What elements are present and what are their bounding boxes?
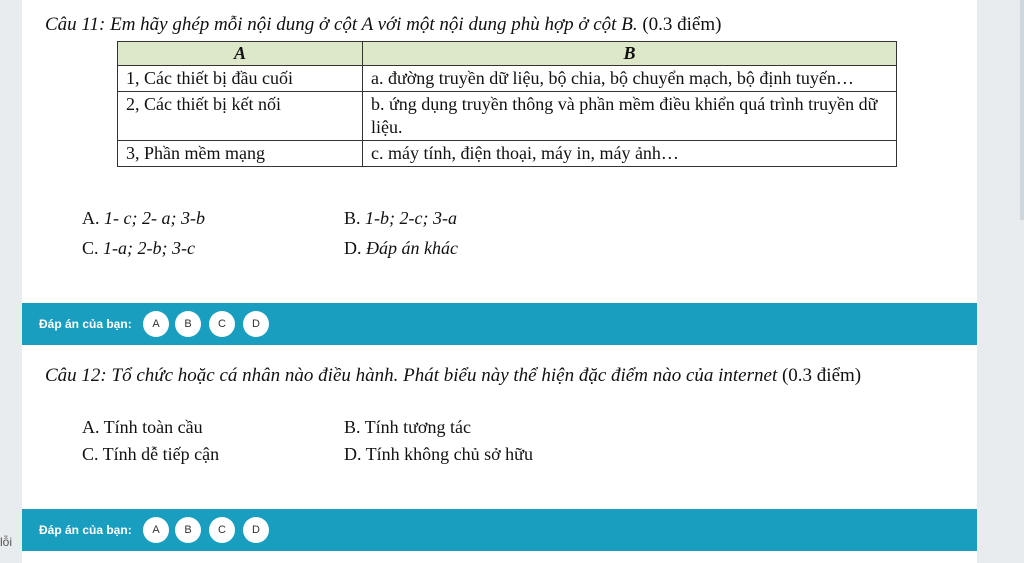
q11-option-a	[82, 208, 205, 229]
q11-option-d-letter: D.	[344, 238, 362, 258]
question-11-title	[45, 14, 721, 36]
q12-option-c: C. Tính dễ tiếp cận	[82, 444, 220, 464]
q12-answer-b-button[interactable]: B	[175, 517, 201, 543]
table-header-row	[118, 42, 897, 66]
table-row	[118, 141, 897, 167]
q11-option-d-text: Đáp án khác	[366, 238, 458, 258]
right-edge-panel	[1020, 0, 1024, 220]
column-a-header: A	[118, 42, 363, 66]
table-cell-a3: 3, Phần mềm mạng	[118, 141, 363, 167]
q11-option-c	[82, 238, 195, 259]
q11-answer-d-button[interactable]: D	[243, 311, 269, 337]
q11-option-b	[344, 208, 457, 229]
question-11-text: Câu 11: Em hãy ghép mỗi nội dung ở cột A với một nội dung phù hợp ở cột B.	[45, 14, 638, 35]
q12-answer-c-button[interactable]: C	[209, 517, 235, 543]
table-row	[118, 92, 897, 141]
table-cell-b3: c. máy tính, điện thoại, máy in, máy ảnh…	[363, 141, 897, 167]
q11-option-c-text: 1-a; 2-b; 3-c	[103, 238, 195, 258]
q12-option-a: A. Tính toàn cầu	[82, 417, 203, 437]
q11-option-c-letter: C.	[82, 238, 99, 258]
q11-option-a-letter: A.	[82, 208, 100, 228]
q11-option-a-text: 1- c; 2- a; 3-b	[104, 208, 205, 228]
q11-answer-a-button[interactable]: A	[143, 311, 169, 337]
q12-option-b: B. Tính tương tác	[344, 417, 471, 437]
q12-answer-a-button[interactable]: A	[143, 517, 169, 543]
q11-option-b-text: 1-b; 2-c; 3-a	[365, 208, 457, 228]
q11-option-d	[344, 238, 458, 259]
question-12-text: Câu 12: Tổ chức hoặc cá nhân nào điều hành. Phát biểu này thể hiện đặc điểm nào của internet	[45, 365, 778, 386]
matching-table	[117, 41, 897, 167]
table-row	[118, 66, 897, 92]
q11-answer-c-button[interactable]: C	[209, 311, 235, 337]
answer-bar-q11	[22, 303, 977, 345]
answer-bar-q12	[22, 509, 977, 551]
answer-label: Đáp án của bạn:	[39, 523, 132, 537]
column-b-header: B	[363, 42, 897, 66]
side-report-link[interactable]: lỗi	[0, 535, 13, 549]
question-12-title	[45, 363, 885, 388]
table-cell-b1: a. đường truyền dữ liệu, bộ chia, bộ chuyển mạch, bộ định tuyến…	[363, 66, 897, 92]
table-cell-b2: b. ứng dụng truyền thông và phần mềm điều khiển quá trình truyền dữ liệu.	[363, 92, 897, 141]
question-12-score: (0.3 điểm)	[781, 365, 862, 386]
q12-answer-d-button[interactable]: D	[243, 517, 269, 543]
q11-option-b-letter: B.	[344, 208, 361, 228]
table-cell-a2: 2, Các thiết bị kết nối	[118, 92, 363, 141]
answer-label: Đáp án của bạn:	[39, 317, 132, 331]
q12-option-d: D. Tính không chủ sở hữu	[344, 444, 533, 464]
table-cell-a1: 1, Các thiết bị đầu cuối	[118, 66, 363, 92]
question-11-score: (0.3 điểm)	[642, 14, 722, 35]
q11-answer-b-button[interactable]: B	[175, 311, 201, 337]
